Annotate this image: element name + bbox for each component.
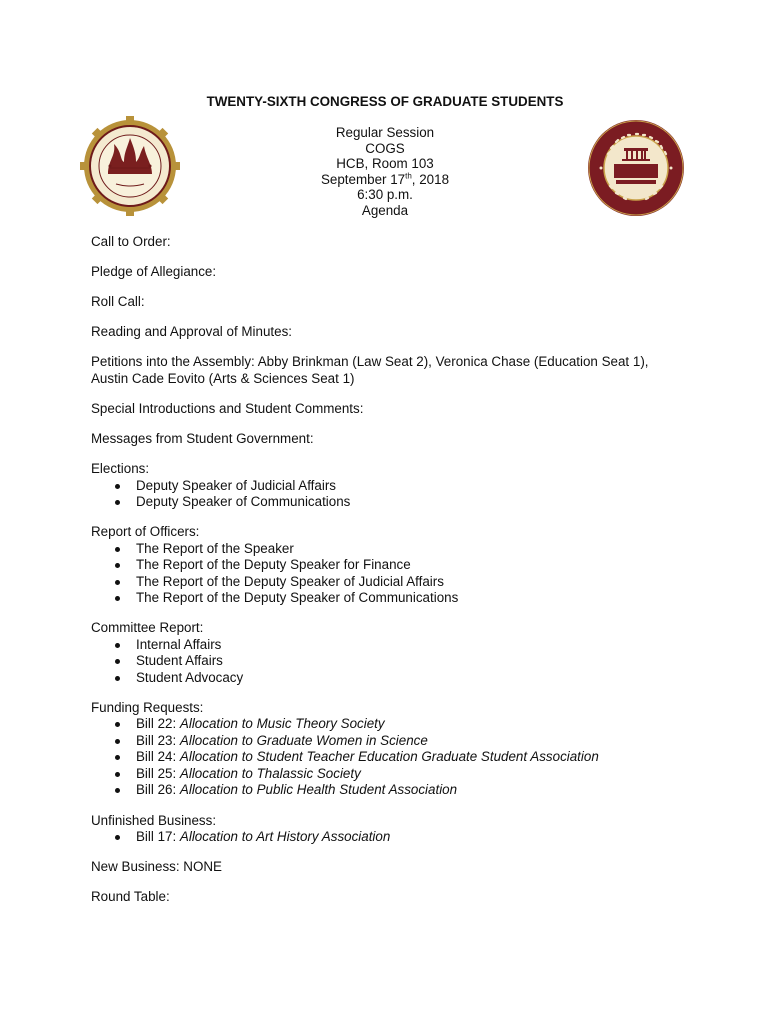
special-introductions: Special Introductions and Student Comments:: [91, 400, 364, 416]
bill-item: [91, 782, 731, 799]
list-item: The Report of the Speaker: [91, 541, 731, 558]
bill-title: Allocation to Music Theory Society: [179, 716, 385, 732]
committee-list: [91, 637, 731, 687]
funding-heading: Funding Requests:: [91, 699, 204, 715]
bill-title: Allocation to Public Health Student Association: [179, 782, 458, 798]
bill-number: Bill 22:: [136, 716, 180, 732]
officers-list: [91, 541, 731, 607]
date-suffix: th: [405, 171, 412, 181]
committee-section: [91, 620, 731, 686]
page-title: TWENTY-SIXTH CONGRESS OF GRADUATE STUDENTS: [206, 94, 564, 109]
petitions-line-1: Petitions into the Assembly: Abby Brinkman (Law Seat 2), Veronica Chase (Education Seat 1),: [91, 354, 649, 370]
unfinished-heading: Unfinished Business:: [91, 812, 217, 828]
session-header: [0, 125, 770, 219]
meeting-date: [0, 172, 770, 188]
bill-item: [91, 749, 731, 766]
date-prefix: September 17: [320, 171, 406, 187]
round-table: Round Table:: [91, 889, 170, 905]
unfinished-list: [91, 829, 731, 846]
list-item: Deputy Speaker of Judicial Affairs: [91, 478, 731, 495]
list-item: Student Affairs: [91, 653, 731, 670]
funding-section: [91, 700, 731, 799]
date-year: , 2018: [411, 171, 450, 187]
approval-of-minutes: Reading and Approval of Minutes:: [91, 324, 292, 340]
list-item: The Report of the Deputy Speaker of Judicial Affairs: [91, 574, 731, 591]
bill-item: [91, 766, 731, 783]
elections-list: [91, 478, 731, 511]
committee-heading: Committee Report:: [91, 620, 204, 636]
bill-number: Bill 26:: [136, 782, 180, 798]
bill-number: Bill 17:: [136, 829, 180, 845]
list-item: Student Advocacy: [91, 670, 731, 687]
bill-item: [91, 733, 731, 750]
officers-section: [91, 524, 731, 607]
session-type: Regular Session: [335, 125, 435, 140]
bill-item: [91, 716, 731, 733]
bill-title: Allocation to Art History Association: [179, 829, 391, 845]
bill-number: Bill 23:: [136, 732, 180, 748]
document-type: Agenda: [361, 202, 409, 218]
bill-title: Allocation to Graduate Women in Science: [179, 732, 428, 748]
unfinished-section: [91, 813, 731, 846]
agenda-body: [91, 234, 731, 919]
organization-name: COGS: [365, 140, 405, 156]
bill-item: [91, 829, 731, 846]
meeting-time: 6:30 p.m.: [357, 187, 413, 203]
petitions: [91, 354, 731, 387]
list-item: The Report of the Deputy Speaker of Communications: [91, 590, 731, 607]
funding-list: [91, 716, 731, 799]
elections-section: [91, 461, 731, 511]
bill-number: Bill 24:: [136, 749, 180, 765]
bill-title: Allocation to Student Teacher Education Graduate Student Association: [179, 749, 599, 765]
roll-call: Roll Call:: [91, 294, 145, 310]
pledge-of-allegiance: Pledge of Allegiance:: [91, 264, 217, 280]
meeting-location: HCB, Room 103: [336, 156, 434, 172]
bill-number: Bill 25:: [136, 765, 180, 781]
bill-title: Allocation to Thalassic Society: [179, 765, 361, 781]
list-item: Internal Affairs: [91, 637, 731, 654]
elections-heading: Elections:: [91, 461, 150, 477]
call-to-order: Call to Order:: [91, 234, 171, 249]
list-item: Deputy Speaker of Communications: [91, 494, 731, 511]
list-item: The Report of the Deputy Speaker for Finance: [91, 557, 731, 574]
petitions-line-2: Austin Cade Eovito (Arts & Sciences Seat 1): [91, 370, 355, 386]
officers-heading: Report of Officers:: [91, 524, 200, 540]
student-government-messages: Messages from Student Government:: [91, 431, 314, 447]
new-business: New Business: NONE: [91, 859, 222, 875]
